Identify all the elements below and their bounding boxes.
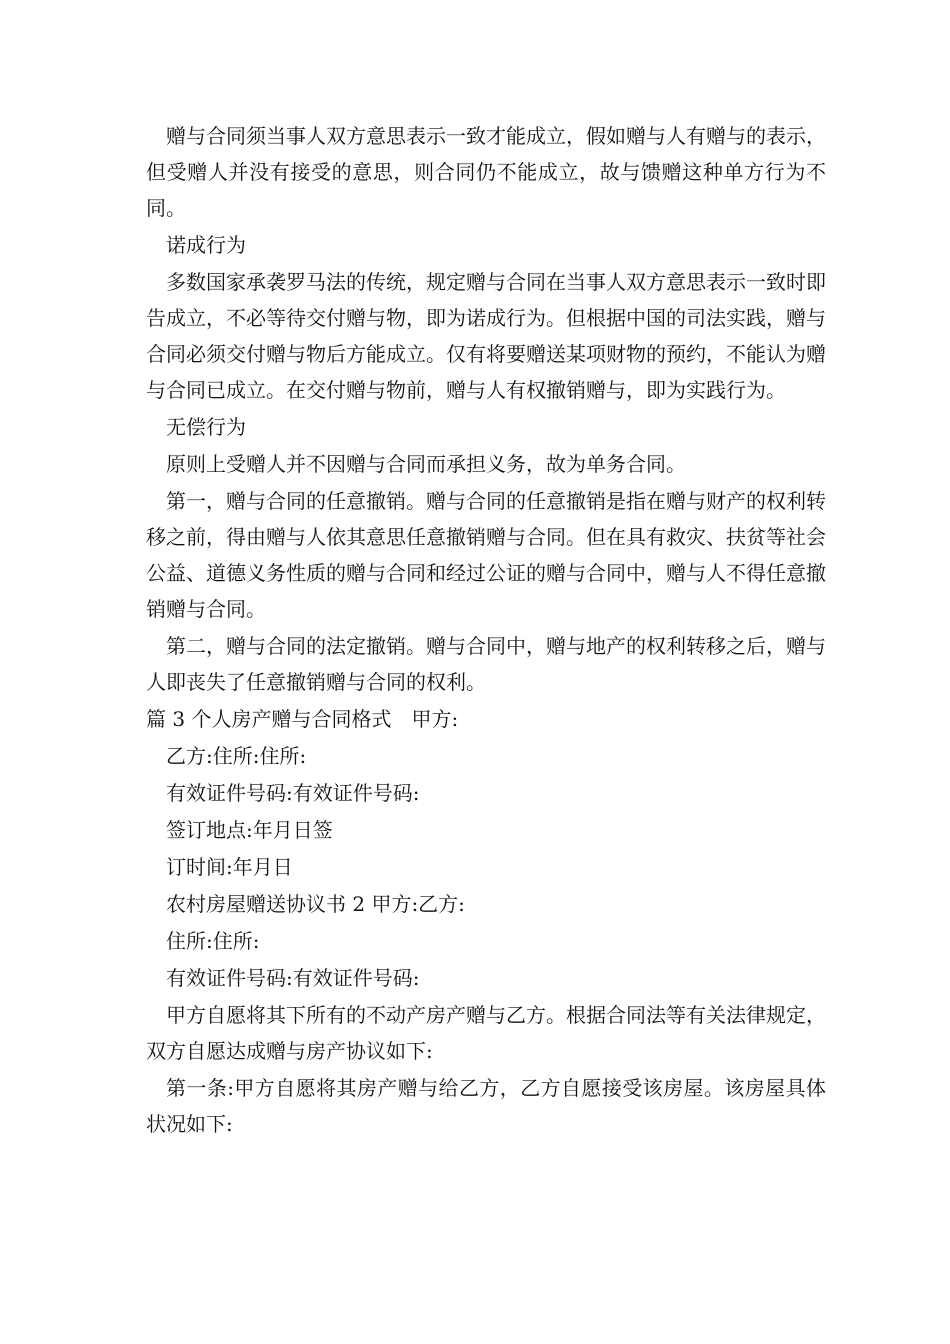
- paragraph-voluntary-gift: 甲方自愿将其下所有的不动产房产赠与乙方。根据合同法等有关法律规定，双方自愿达成赠与房产协议如下:: [146, 1003, 826, 1063]
- field-id-numbers: 有效证件号码:有效证件号码:: [166, 781, 420, 805]
- paragraph-consensus: 赠与合同须当事人双方意思表示一致才能成立，假如赠与人有赠与的表示，但受赠人并没有接受的意思，则合同仍不能成立，故与馈赠这种单方行为不同。: [146, 124, 826, 220]
- paragraph-article-1: 第一条:甲方自愿将其房产赠与给乙方，乙方自愿接受该房屋。该房屋具体状况如下:: [146, 1076, 826, 1136]
- field-id-numbers-2: 有效证件号码:有效证件号码:: [166, 966, 420, 990]
- section-title-rural-house: 农村房屋赠送协议书 2 甲方:乙方:: [166, 892, 465, 916]
- field-signing-place: 签订地点:年月日签: [166, 818, 333, 842]
- paragraph-roman-law: 多数国家承袭罗马法的传统，规定赠与合同在当事人双方意思表示一致时即告成立，不必等待交付赠与物，即为诺成行为。但根据中国的司法实践，赠与合同必须交付赠与物后方能成立。仅有将要赠送某项财物的预约，不能认为赠与合同已成立。在交付赠与物前，赠与人有权撤销赠与，即为实践行为。: [146, 270, 826, 402]
- paragraph-statutory-revocation: 第二，赠与合同的法定撤销。赠与合同中，赠与地产的权利转移之后，赠与人即丧失了任意撤销赠与合同的权利。: [146, 634, 826, 694]
- paragraph-arbitrary-revocation: 第一，赠与合同的任意撤销。赠与合同的任意撤销是指在赠与财产的权利转移之前，得由赠与人依其意思任意撤销赠与合同。但在具有救灾、扶贫等社会公益、道德义务性质的赠与合同和经过公证的赠与合同中，赠与人不得任意撤销赠与合同。: [146, 489, 826, 621]
- field-party-b-address: 乙方:住所:住所:: [166, 744, 307, 768]
- section-title-chapter-3: 篇 3 个人房产赠与合同格式 甲方:: [146, 707, 459, 731]
- heading-nuocheng-act: 诺成行为: [166, 233, 246, 257]
- field-signing-time: 订时间:年月日: [166, 855, 293, 879]
- field-addresses: 住所:住所:: [166, 929, 260, 953]
- heading-gratuitous-act: 无偿行为: [166, 415, 246, 439]
- document-body: [146, 118, 826, 1143]
- paragraph-unilateral-contract: 原则上受赠人并不因赠与合同而承担义务，故为单务合同。: [166, 452, 686, 476]
